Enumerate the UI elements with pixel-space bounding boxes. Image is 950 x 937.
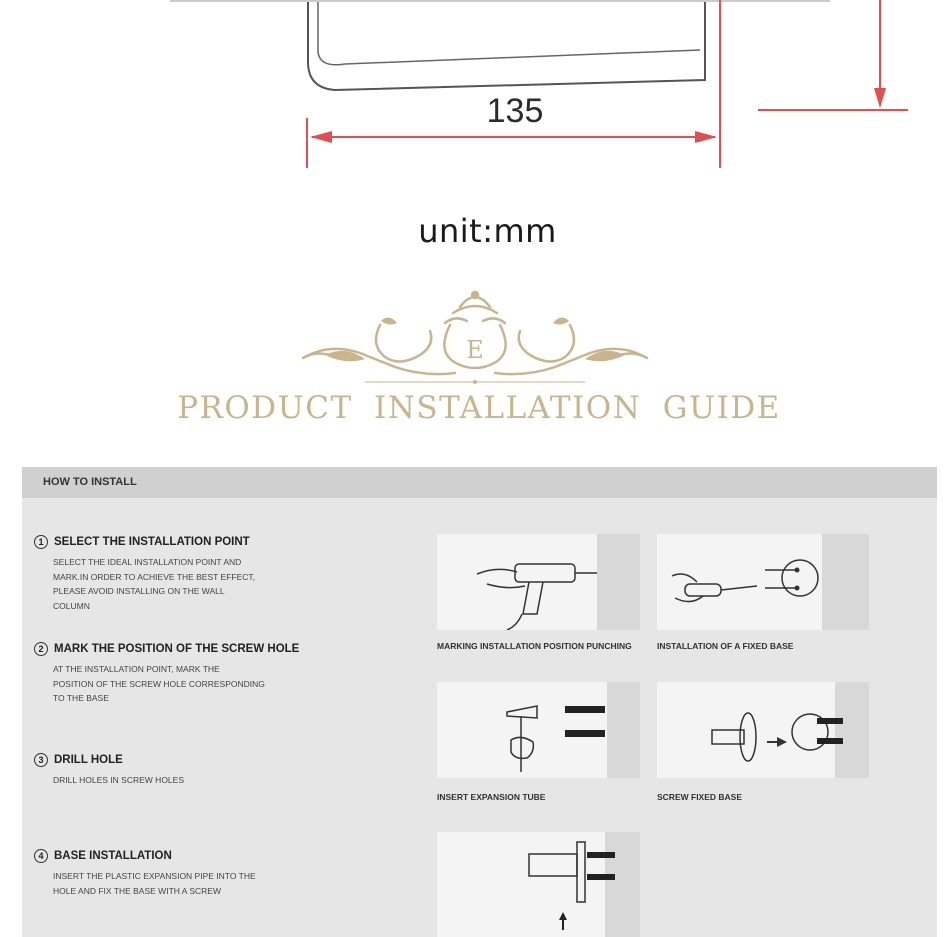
caption-fixed-base: INSTALLATION OF A FIXED BASE: [657, 641, 794, 651]
unit-label: unit:mm: [418, 212, 557, 250]
install-panel: [22, 467, 937, 937]
drilling-figure: [437, 534, 640, 630]
step-number: 3: [34, 753, 48, 767]
ornamental-crest-icon: [285, 285, 665, 395]
base-assembly-icon: [437, 832, 640, 937]
caption-screw-base: SCREW FIXED BASE: [657, 792, 743, 802]
step-desc-line: INSERT THE PLASTIC EXPANSION PIPE INTO THE: [53, 871, 256, 881]
step-desc-line: COLUMN: [53, 600, 90, 611]
expansion-tube-figure: [437, 682, 640, 778]
step-2: [34, 642, 324, 706]
panel-header-label: HOW TO INSTALL: [43, 476, 137, 488]
step-desc-line: SELECT THE IDEAL INSTALLATION POINT AND: [53, 557, 242, 567]
step-number: 1: [34, 535, 48, 549]
step-title: SELECT THE INSTALLATION POINT: [54, 536, 250, 548]
step-description: [53, 869, 283, 898]
dimension-drawing: [0, 0, 950, 180]
caption-expansion: INSERT EXPANSION TUBE: [437, 792, 546, 802]
step-title: DRILL HOLE: [54, 754, 123, 766]
step-desc-line: MARK.IN ORDER TO ACHIEVE THE BEST EFFECT,: [53, 571, 255, 582]
width-dimension-value: 135: [486, 92, 544, 130]
step-number: 2: [34, 642, 48, 656]
panel-header: [22, 467, 937, 498]
screwdriver-icon: [657, 534, 869, 630]
step-desc-line: TO THE BASE: [53, 693, 109, 703]
step-4: [34, 849, 324, 898]
step-title: MARK THE POSITION OF THE SCREW HOLE: [54, 643, 300, 655]
step-desc-line: PLEASE AVOID INSTALLING ON THE WALL: [53, 586, 225, 596]
screw-base-figure: [657, 682, 869, 778]
guide-title: PRODUCT INSTALLATION GUIDE: [177, 390, 781, 426]
step-desc-line: POSITION OF THE SCREW HOLE CORRESPONDING: [53, 678, 265, 689]
step-3: [34, 753, 324, 788]
base-installation-figure: [437, 832, 640, 937]
step-description: [53, 555, 283, 613]
caption-marking: MARKING INSTALLATION POSITION PUNCHING: [437, 641, 632, 651]
step-desc-line: AT THE INSTALLATION POINT, MARK THE: [53, 664, 220, 674]
step-description: [53, 662, 283, 706]
hammer-icon: [437, 682, 640, 778]
step-description: [53, 773, 283, 788]
fixed-base-figure: [657, 534, 869, 630]
step-1: [34, 535, 324, 613]
step-number: 4: [34, 849, 48, 863]
base-mount-icon: [657, 682, 869, 778]
product-outline-drawing: [0, 0, 950, 180]
step-title: BASE INSTALLATION: [54, 850, 172, 862]
drill-icon: [437, 534, 640, 630]
step-desc-line: DRILL HOLES IN SCREW HOLES: [53, 775, 184, 785]
step-desc-line: HOLE AND FIX THE BASE WITH A SCREW: [53, 885, 221, 896]
crest-letter: E: [466, 336, 484, 364]
